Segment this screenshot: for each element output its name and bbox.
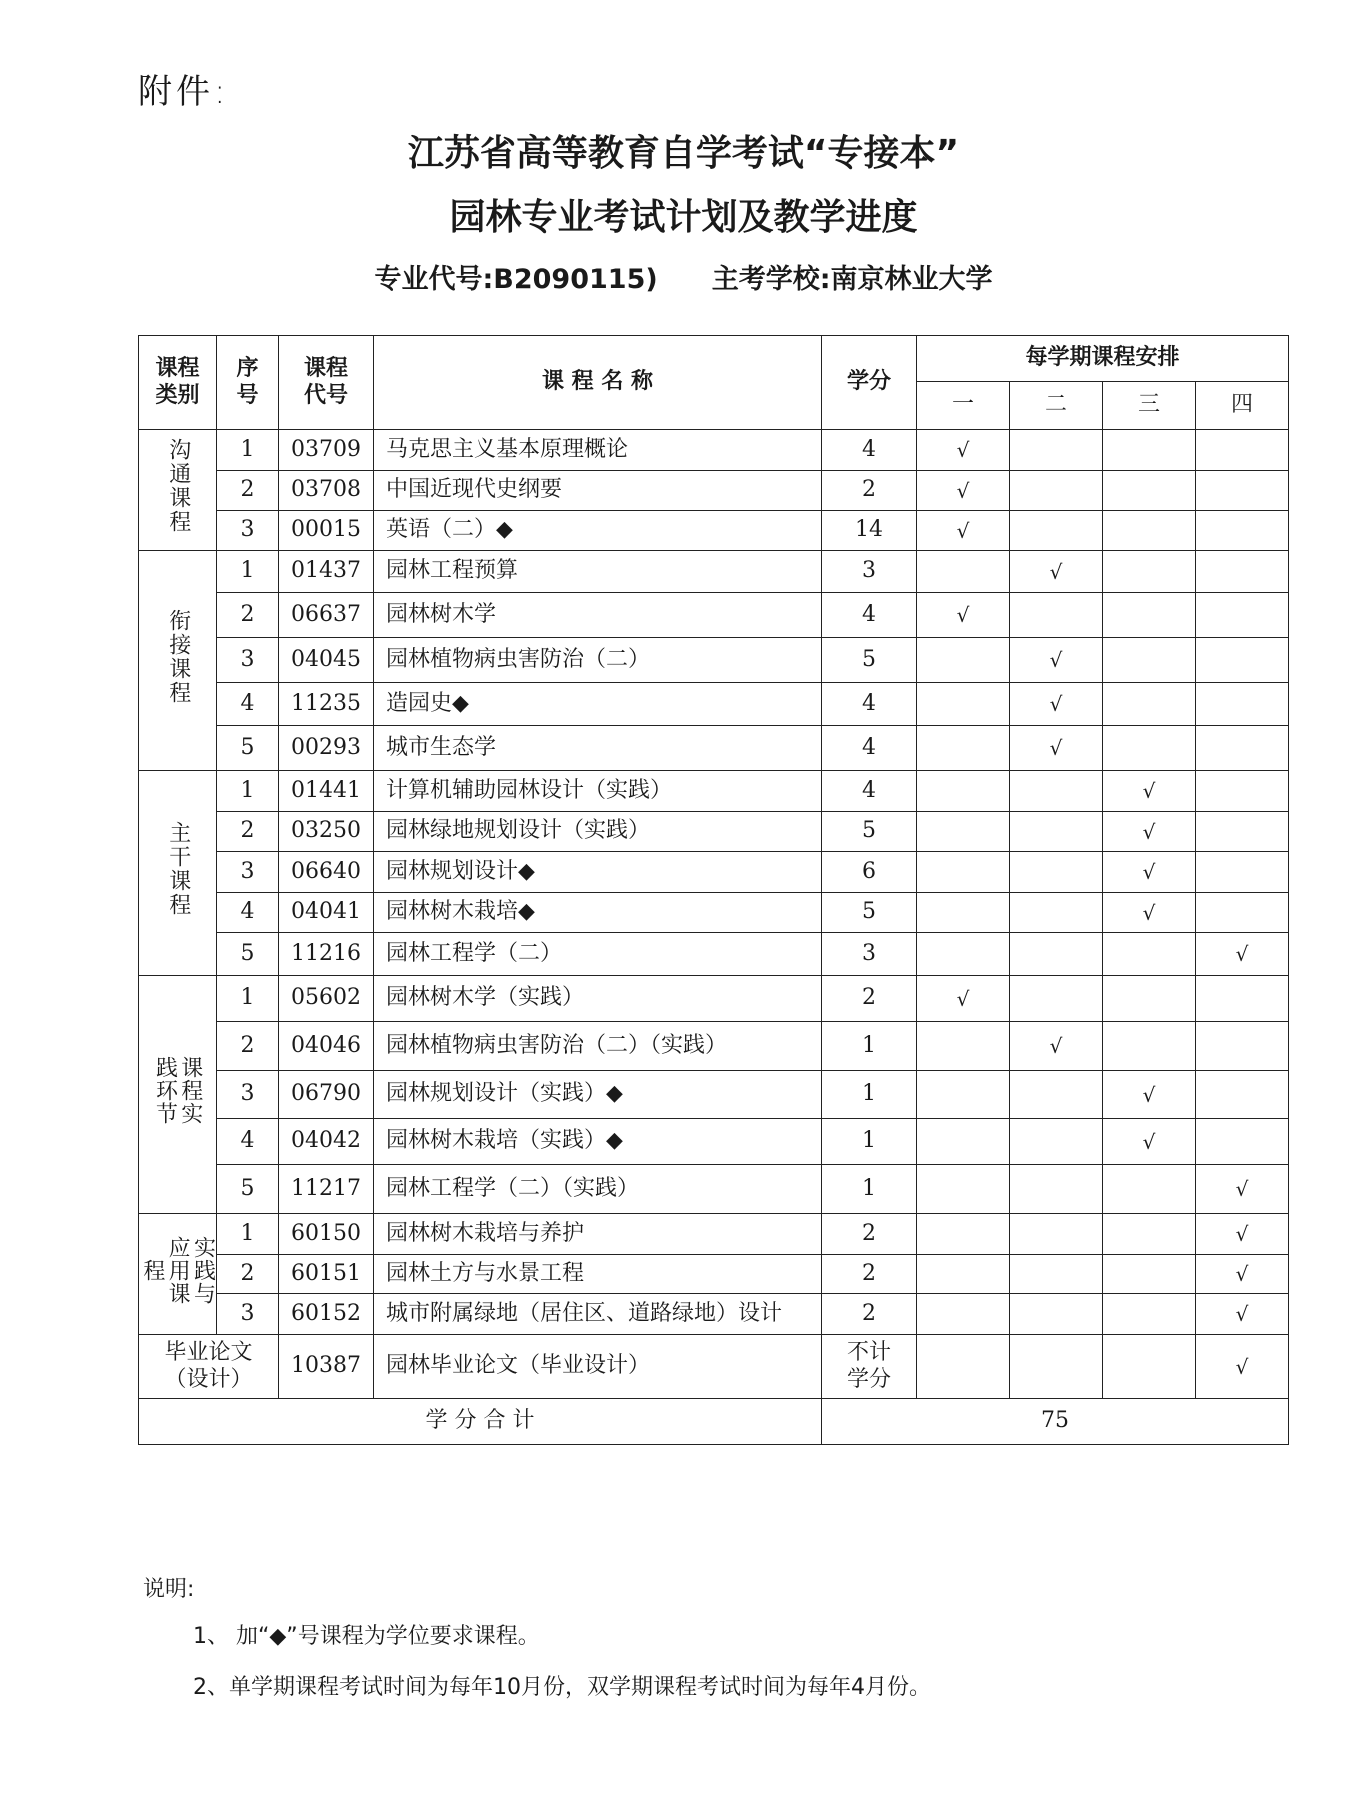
semester-1-cell: √ — [917, 430, 1010, 471]
examining-school: 主考学校:南京林业大学 — [711, 264, 993, 295]
semester-2-cell: √ — [1010, 726, 1103, 771]
table-row — [139, 1214, 1289, 1255]
course-credits: 2 — [822, 1255, 917, 1294]
course-credits: 4 — [822, 726, 917, 771]
semester-1-cell: √ — [917, 976, 1010, 1022]
header-category: 课程 类别 — [139, 336, 217, 430]
course-code: 00015 — [279, 511, 374, 551]
document-title-line1: 江苏省高等教育自学考试“专接本” — [407, 133, 960, 174]
semester-4-cell: √ — [1196, 1255, 1289, 1294]
course-category-cell — [139, 771, 217, 976]
semester-4-cell: √ — [1196, 933, 1289, 976]
table-row — [139, 726, 1289, 771]
course-code: 60152 — [279, 1294, 374, 1335]
course-code: 00293 — [279, 726, 374, 771]
course-name: 园林植物病虫害防治（二） — [374, 638, 822, 683]
table-row — [139, 683, 1289, 726]
semester-4-cell — [1196, 471, 1289, 511]
total-label: 学 分 合 计 — [139, 1399, 822, 1445]
course-category: 主干课程 — [165, 821, 191, 918]
semester-1-cell — [917, 852, 1010, 893]
course-category: （设计） — [164, 1366, 253, 1392]
course-code: 06640 — [279, 852, 374, 893]
semester-1-cell — [917, 812, 1010, 852]
semester-3-cell — [1103, 430, 1196, 471]
table-row — [139, 893, 1289, 933]
semester-1-cell: √ — [917, 593, 1010, 638]
semester-2-cell — [1010, 430, 1103, 471]
course-category-cell — [139, 976, 217, 1214]
course-name: 园林毕业论文（毕业设计） — [374, 1335, 822, 1399]
header-code: 课程 代号 — [279, 336, 374, 430]
semester-4-cell — [1196, 812, 1289, 852]
course-category-cell — [139, 430, 217, 551]
semester-2-cell — [1010, 1335, 1103, 1399]
course-seq: 1 — [217, 771, 279, 812]
document-title-line2: 园林专业考试计划及教学进度 — [449, 197, 918, 238]
semester-3-cell — [1103, 1214, 1196, 1255]
course-name: 园林树木栽培◆ — [374, 893, 822, 933]
course-code: 04046 — [279, 1022, 374, 1071]
semester-2-cell — [1010, 933, 1103, 976]
course-seq: 3 — [217, 1294, 279, 1335]
course-credits: 4 — [822, 430, 917, 471]
header-semester-4: 四 — [1196, 382, 1289, 430]
semester-4-cell — [1196, 593, 1289, 638]
course-name: 城市生态学 — [374, 726, 822, 771]
course-seq: 2 — [217, 1022, 279, 1071]
semester-1-cell — [917, 1022, 1010, 1071]
semester-1-cell: √ — [917, 511, 1010, 551]
course-credits: 5 — [822, 638, 917, 683]
course-credits: 2 — [822, 471, 917, 511]
semester-3-cell: √ — [1103, 1071, 1196, 1119]
semester-2-cell — [1010, 471, 1103, 511]
course-code: 03709 — [279, 430, 374, 471]
course-name: 马克思主义基本原理概论 — [374, 430, 822, 471]
table-row — [139, 1071, 1289, 1119]
semester-3-cell — [1103, 1335, 1196, 1399]
semester-3-cell — [1103, 638, 1196, 683]
semester-2-cell — [1010, 976, 1103, 1022]
semester-2-cell — [1010, 1119, 1103, 1165]
semester-4-cell — [1196, 638, 1289, 683]
course-seq: 4 — [217, 893, 279, 933]
course-name: 园林植物病虫害防治（二）（实践） — [374, 1022, 822, 1071]
course-name: 中国近现代史纲要 — [374, 471, 822, 511]
semester-3-cell — [1103, 1165, 1196, 1214]
semester-4-cell — [1196, 1022, 1289, 1071]
semester-1-cell — [917, 1335, 1010, 1399]
semester-4-cell — [1196, 726, 1289, 771]
semester-4-cell: √ — [1196, 1294, 1289, 1335]
semester-2-cell — [1010, 1071, 1103, 1119]
semester-3-cell — [1103, 511, 1196, 551]
course-code: 06637 — [279, 593, 374, 638]
course-seq: 1 — [217, 1214, 279, 1255]
semester-3-cell: √ — [1103, 893, 1196, 933]
semester-4-cell: √ — [1196, 1335, 1289, 1399]
course-seq: 2 — [217, 812, 279, 852]
semester-3-cell — [1103, 933, 1196, 976]
semester-2-cell — [1010, 1214, 1103, 1255]
table-row-thesis — [139, 1335, 1289, 1399]
semester-2-cell: √ — [1010, 638, 1103, 683]
course-credits: 2 — [822, 1294, 917, 1335]
table-row — [139, 1022, 1289, 1071]
course-seq: 3 — [217, 638, 279, 683]
semester-4-cell: √ — [1196, 1214, 1289, 1255]
course-name: 造园史◆ — [374, 683, 822, 726]
course-credits: 2 — [822, 976, 917, 1022]
course-name: 园林工程学（二）（实践） — [374, 1165, 822, 1214]
semester-2-cell — [1010, 893, 1103, 933]
semester-4-cell — [1196, 511, 1289, 551]
semester-1-cell — [917, 683, 1010, 726]
course-name: 园林绿地规划设计（实践） — [374, 812, 822, 852]
semester-1-cell — [917, 1214, 1010, 1255]
header-semester-1: 一 — [917, 382, 1010, 430]
table-row — [139, 593, 1289, 638]
course-category-cell — [139, 1335, 279, 1399]
semester-4-cell: √ — [1196, 1165, 1289, 1214]
course-name: 英语（二）◆ — [374, 511, 822, 551]
course-credits: 5 — [822, 893, 917, 933]
credits-text: 不计 — [846, 1340, 891, 1366]
semester-4-cell — [1196, 1071, 1289, 1119]
semester-2-cell — [1010, 593, 1103, 638]
table-row — [139, 852, 1289, 893]
course-name: 园林树木学（实践） — [374, 976, 822, 1022]
semester-1-cell — [917, 893, 1010, 933]
note-item: 1、 加“◆”号课程为学位要求课程。 — [193, 1624, 540, 1649]
course-code: 60151 — [279, 1255, 374, 1294]
header-seq: 序 号 — [217, 336, 279, 430]
course-name: 园林规划设计◆ — [374, 852, 822, 893]
notes — [143, 1577, 931, 1700]
course-credits: 2 — [822, 1214, 917, 1255]
table-row — [139, 471, 1289, 511]
semester-3-cell: √ — [1103, 852, 1196, 893]
semester-2-cell — [1010, 812, 1103, 852]
course-code: 11216 — [279, 933, 374, 976]
table-row — [139, 1294, 1289, 1335]
semester-3-cell — [1103, 471, 1196, 511]
semester-3-cell — [1103, 976, 1196, 1022]
course-credits: 1 — [822, 1022, 917, 1071]
semester-2-cell: √ — [1010, 683, 1103, 726]
semester-3-cell — [1103, 1022, 1196, 1071]
course-name: 园林工程预算 — [374, 551, 822, 593]
course-credits: 6 — [822, 852, 917, 893]
header-name: 课 程 名 称 — [374, 336, 822, 430]
course-credits: 3 — [822, 933, 917, 976]
semester-3-cell — [1103, 1294, 1196, 1335]
course-seq: 1 — [217, 430, 279, 471]
semester-4-cell — [1196, 852, 1289, 893]
semester-1-cell — [917, 1165, 1010, 1214]
course-code: 60150 — [279, 1214, 374, 1255]
semester-1-cell — [917, 1071, 1010, 1119]
credits-text: 学分 — [846, 1366, 891, 1392]
semester-3-cell — [1103, 1255, 1196, 1294]
semester-1-cell — [917, 726, 1010, 771]
table-row — [139, 771, 1289, 812]
semester-2-cell: √ — [1010, 551, 1103, 593]
semester-3-cell — [1103, 551, 1196, 593]
note-item: 2、单学期课程考试时间为每年10月份，双学期课程考试时间为每年4月份。 — [193, 1675, 931, 1700]
course-code: 04041 — [279, 893, 374, 933]
course-seq: 3 — [217, 511, 279, 551]
semester-3-cell — [1103, 683, 1196, 726]
course-code: 05602 — [279, 976, 374, 1022]
course-code: 04042 — [279, 1119, 374, 1165]
semester-1-cell — [917, 1255, 1010, 1294]
semester-1-cell — [917, 1119, 1010, 1165]
course-code: 03250 — [279, 812, 374, 852]
course-seq: 3 — [217, 852, 279, 893]
semester-1-cell — [917, 551, 1010, 593]
course-credits: 1 — [822, 1165, 917, 1214]
course-category: 衔接课程 — [165, 608, 191, 705]
course-code: 03708 — [279, 471, 374, 511]
course-code: 11217 — [279, 1165, 374, 1214]
course-category: 毕业论文 — [164, 1340, 253, 1366]
course-credits: 5 — [822, 812, 917, 852]
course-credits: 1 — [822, 1119, 917, 1165]
semester-3-cell — [1103, 593, 1196, 638]
semester-4-cell — [1196, 976, 1289, 1022]
header-semester-2: 二 — [1010, 382, 1103, 430]
course-name: 计算机辅助园林设计（实践） — [374, 771, 822, 812]
course-seq: 4 — [217, 683, 279, 726]
course-name: 园林工程学（二） — [374, 933, 822, 976]
semester-2-cell: √ — [1010, 1022, 1103, 1071]
semester-2-cell — [1010, 852, 1103, 893]
course-credits: 1 — [822, 1071, 917, 1119]
semester-1-cell — [917, 638, 1010, 683]
course-credits: 4 — [822, 683, 917, 726]
semester-1-cell — [917, 771, 1010, 812]
semester-2-cell — [1010, 511, 1103, 551]
semester-3-cell — [1103, 726, 1196, 771]
table-row — [139, 933, 1289, 976]
course-category-cell — [139, 551, 217, 771]
semester-2-cell — [1010, 1294, 1103, 1335]
course-name: 园林树木栽培与养护 — [374, 1214, 822, 1255]
course-credits — [822, 1335, 917, 1399]
course-seq: 4 — [217, 1119, 279, 1165]
table-row — [139, 430, 1289, 471]
semester-2-cell — [1010, 1165, 1103, 1214]
notes-heading: 说明: — [143, 1577, 195, 1602]
table-row — [139, 638, 1289, 683]
course-code: 10387 — [279, 1335, 374, 1399]
header-credits: 学分 — [822, 336, 917, 430]
table-row — [139, 1255, 1289, 1294]
semester-4-cell — [1196, 1119, 1289, 1165]
major-code: 专业代号:B2090115) — [374, 264, 658, 295]
header-semester-3: 三 — [1103, 382, 1196, 430]
course-credits: 4 — [822, 593, 917, 638]
table-row — [139, 551, 1289, 593]
semester-2-cell — [1010, 1255, 1103, 1294]
course-seq: 5 — [217, 933, 279, 976]
course-seq: 5 — [217, 1165, 279, 1214]
course-credits: 3 — [822, 551, 917, 593]
semester-4-cell — [1196, 683, 1289, 726]
course-code: 04045 — [279, 638, 374, 683]
course-seq: 3 — [217, 1071, 279, 1119]
attachment-label: 附件: — [138, 72, 230, 112]
semester-1-cell — [917, 1294, 1010, 1335]
semester-4-cell — [1196, 771, 1289, 812]
course-seq: 2 — [217, 1255, 279, 1294]
exam-plan-table — [138, 335, 1289, 1445]
table-row — [139, 812, 1289, 852]
course-seq: 1 — [217, 976, 279, 1022]
course-name: 城市附属绿地（居住区、道路绿地）设计 — [374, 1294, 822, 1335]
course-seq: 2 — [217, 593, 279, 638]
semester-1-cell — [917, 933, 1010, 976]
course-code: 01441 — [279, 771, 374, 812]
table-row — [139, 511, 1289, 551]
table-row — [139, 976, 1289, 1022]
table-row — [139, 1119, 1289, 1165]
course-code: 11235 — [279, 683, 374, 726]
semester-3-cell: √ — [1103, 812, 1196, 852]
major-info — [0, 257, 1367, 296]
course-name: 园林土方与水景工程 — [374, 1255, 822, 1294]
total-value: 75 — [822, 1399, 1289, 1445]
course-category-cell — [139, 1214, 217, 1335]
course-seq: 1 — [217, 551, 279, 593]
course-seq: 5 — [217, 726, 279, 771]
course-code: 01437 — [279, 551, 374, 593]
semester-3-cell: √ — [1103, 771, 1196, 812]
course-code: 06790 — [279, 1071, 374, 1119]
course-name: 园林规划设计（实践）◆ — [374, 1071, 822, 1119]
course-name: 园林树木学 — [374, 593, 822, 638]
course-credits: 14 — [822, 511, 917, 551]
semester-1-cell: √ — [917, 471, 1010, 511]
table-row-total — [139, 1399, 1289, 1445]
course-category: 实践与应用课程 — [139, 1235, 216, 1305]
course-category: 沟通课程 — [165, 438, 191, 535]
course-category: 课程实践环节 — [152, 1056, 203, 1126]
course-seq: 2 — [217, 471, 279, 511]
table-row — [139, 1165, 1289, 1214]
course-name: 园林树木栽培（实践）◆ — [374, 1119, 822, 1165]
semester-4-cell — [1196, 551, 1289, 593]
course-credits: 4 — [822, 771, 917, 812]
semester-4-cell — [1196, 430, 1289, 471]
semester-3-cell: √ — [1103, 1119, 1196, 1165]
semester-2-cell — [1010, 771, 1103, 812]
semester-4-cell — [1196, 893, 1289, 933]
header-semesters: 每学期课程安排 — [917, 336, 1289, 382]
